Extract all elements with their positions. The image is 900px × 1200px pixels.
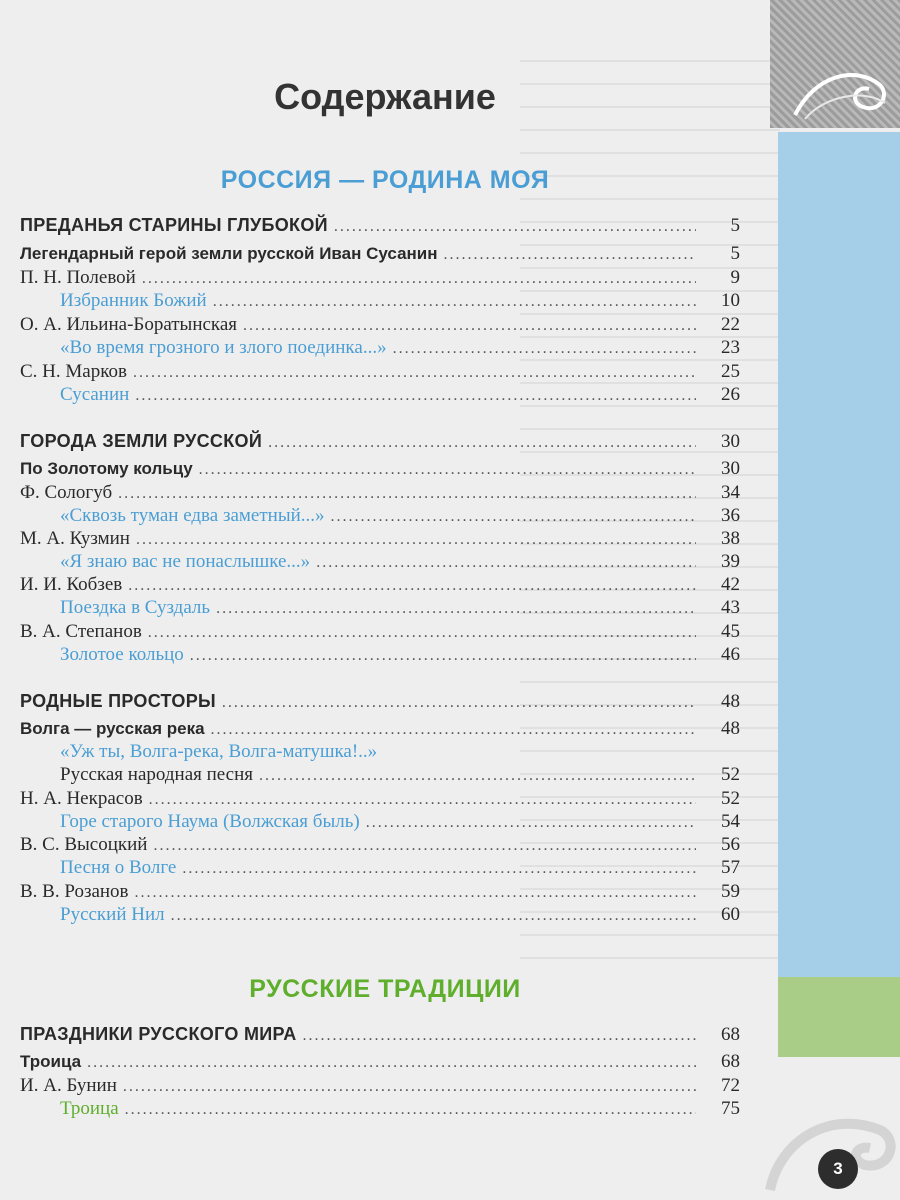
toc-work bbox=[60, 336, 740, 360]
toc-author bbox=[20, 573, 740, 597]
toc-work bbox=[60, 383, 740, 407]
page-title: Содержание bbox=[274, 76, 496, 117]
toc-page-number: 25 bbox=[721, 361, 740, 382]
toc-entry-title: С. Н. Марков bbox=[20, 361, 127, 382]
toc-work bbox=[60, 903, 740, 927]
toc-chapter bbox=[20, 213, 740, 237]
toc-chapter bbox=[20, 429, 740, 453]
leader-dots bbox=[243, 314, 696, 338]
toc-page-number: 39 bbox=[721, 551, 740, 572]
leader-dots bbox=[222, 691, 696, 715]
toc-topic bbox=[20, 242, 740, 266]
toc-entry-title: «Во время грозного и злого поединка...» bbox=[60, 337, 387, 358]
toc-work bbox=[60, 810, 740, 834]
toc-page-number: 23 bbox=[721, 337, 740, 358]
section-title-russia: РОССИЯ — РОДИНА МОЯ bbox=[220, 166, 550, 194]
toc-page-number: 30 bbox=[721, 458, 740, 479]
toc-work bbox=[60, 856, 740, 880]
toc-author bbox=[20, 527, 740, 551]
leader-dots bbox=[303, 1024, 697, 1048]
toc-work bbox=[60, 596, 740, 620]
leader-dots bbox=[118, 482, 696, 506]
leader-dots bbox=[135, 384, 696, 408]
toc-page-number: 5 bbox=[730, 243, 740, 264]
leader-dots bbox=[142, 267, 696, 291]
blue-edge-strip bbox=[778, 132, 900, 977]
swirl-ornament-icon bbox=[785, 55, 895, 125]
toc-chapter bbox=[20, 689, 740, 713]
toc-entry-title: В. С. Высоцкий bbox=[20, 834, 148, 855]
green-edge-strip bbox=[778, 977, 900, 1057]
toc-entry-title: Ф. Сологуб bbox=[20, 482, 113, 503]
toc-page-number: 42 bbox=[721, 574, 740, 595]
toc-author bbox=[20, 833, 740, 857]
leader-dots bbox=[199, 458, 696, 482]
leader-dots bbox=[123, 1075, 696, 1099]
toc-entry-title: О. А. Ильина-Боратынская bbox=[20, 314, 238, 335]
toc-entry-title: ГОРОДА ЗЕМЛИ РУССКОЙ bbox=[20, 431, 263, 451]
toc-entry-title: «Уж ты, Волга-река, Волга-матушка!..» bbox=[60, 741, 378, 762]
toc-entry-title: И. И. Кобзев bbox=[20, 574, 123, 595]
toc-author bbox=[20, 880, 740, 904]
toc-entry-title: В. В. Розанов bbox=[20, 881, 129, 902]
toc-page-number: 54 bbox=[721, 811, 740, 832]
toc-topic bbox=[20, 457, 740, 481]
toc-entry-title: И. А. Бунин bbox=[20, 1075, 117, 1096]
toc-entry-title: Горе старого Наума (Волжская быль) bbox=[60, 811, 360, 832]
leader-dots bbox=[366, 811, 696, 835]
toc-page-number: 48 bbox=[721, 691, 740, 712]
toc-work bbox=[60, 643, 740, 667]
toc-page-number: 60 bbox=[721, 904, 740, 925]
leader-dots bbox=[334, 215, 696, 239]
leader-dots bbox=[444, 243, 696, 267]
toc-author bbox=[20, 266, 740, 290]
leader-dots bbox=[135, 881, 696, 905]
toc-page-number: 72 bbox=[721, 1075, 740, 1096]
toc-page-number: 45 bbox=[721, 621, 740, 642]
leader-dots bbox=[87, 1051, 696, 1075]
toc-page-number: 68 bbox=[721, 1051, 740, 1072]
leader-dots bbox=[153, 834, 696, 858]
toc-page-number: 10 bbox=[721, 290, 740, 311]
toc-entry-title: В. А. Степанов bbox=[20, 621, 142, 642]
toc-page-number: 56 bbox=[721, 834, 740, 855]
toc-author bbox=[20, 620, 740, 644]
leader-dots bbox=[216, 597, 696, 621]
toc-page-number: 57 bbox=[721, 857, 740, 878]
toc-work bbox=[60, 550, 740, 574]
toc-page-number: 9 bbox=[730, 267, 740, 288]
leader-dots bbox=[125, 1098, 696, 1122]
toc-entry-title: РОДНЫЕ ПРОСТОРЫ bbox=[20, 691, 216, 711]
toc-author bbox=[20, 313, 740, 337]
leader-dots bbox=[128, 574, 696, 598]
toc-author bbox=[20, 787, 740, 811]
toc-entry-title: Сусанин bbox=[60, 384, 130, 405]
toc-entry-title: Русская народная песня bbox=[60, 764, 254, 785]
toc-work bbox=[60, 504, 740, 528]
leader-dots bbox=[171, 904, 696, 928]
toc-page-number: 5 bbox=[730, 215, 740, 236]
toc-page-number: 75 bbox=[721, 1098, 740, 1119]
toc-topic bbox=[20, 1050, 740, 1074]
toc-entry-title: Троица bbox=[60, 1098, 119, 1119]
toc-entry-title: М. А. Кузмин bbox=[20, 528, 130, 549]
toc-author bbox=[20, 1074, 740, 1098]
leader-dots bbox=[190, 644, 696, 668]
toc-author bbox=[20, 360, 740, 384]
toc-entry-title: По Золотому кольцу bbox=[20, 459, 193, 478]
toc-page-number: 48 bbox=[721, 718, 740, 739]
leader-dots bbox=[182, 857, 696, 881]
toc-entry-title: «Я знаю вас не понаслышке...» bbox=[60, 551, 311, 572]
toc-work bbox=[60, 1097, 740, 1121]
leader-dots bbox=[133, 361, 696, 385]
leader-dots bbox=[211, 718, 696, 742]
toc-page-number: 52 bbox=[721, 764, 740, 785]
leader-dots bbox=[148, 621, 696, 645]
toc-entry-title: П. Н. Полевой bbox=[20, 267, 136, 288]
toc-page-number: 43 bbox=[721, 597, 740, 618]
toc-page-number: 36 bbox=[721, 505, 740, 526]
toc-topic bbox=[20, 717, 740, 741]
toc-author bbox=[20, 481, 740, 505]
toc-entry-title: Песня о Волге bbox=[60, 857, 177, 878]
toc-entry-title: Легендарный герой земли русской Иван Сусанин bbox=[20, 244, 438, 263]
toc-entry-title: ПРЕДАНЬЯ СТАРИНЫ ГЛУБОКОЙ bbox=[20, 215, 328, 235]
toc-subtitle bbox=[60, 763, 740, 787]
toc-entry-title: Избранник Божий bbox=[60, 290, 207, 311]
leader-dots bbox=[149, 788, 696, 812]
leader-dots bbox=[331, 505, 696, 529]
toc-page-number: 38 bbox=[721, 528, 740, 549]
leader-dots bbox=[136, 528, 696, 552]
toc-entry-title: Поездка в Суздаль bbox=[60, 597, 211, 618]
leader-dots bbox=[268, 431, 696, 455]
toc-work bbox=[60, 740, 740, 764]
toc-page-number: 68 bbox=[721, 1024, 740, 1045]
leader-dots bbox=[393, 337, 696, 361]
toc-page-number: 34 bbox=[721, 482, 740, 503]
leader-dots bbox=[316, 551, 696, 575]
toc-entry-title: Н. А. Некрасов bbox=[20, 788, 143, 809]
toc-entry-title: ПРАЗДНИКИ РУССКОГО МИРА bbox=[20, 1024, 297, 1044]
toc-work bbox=[60, 289, 740, 313]
toc-entry-title: Троица bbox=[20, 1052, 82, 1071]
toc-entry-title: «Сквозь туман едва заметный...» bbox=[60, 505, 325, 526]
section-title-traditions: РУССКИЕ ТРАДИЦИИ bbox=[249, 975, 521, 1003]
toc-page-number: 30 bbox=[721, 431, 740, 452]
toc-entry-title: Золотое кольцо bbox=[60, 644, 184, 665]
toc-page-number: 52 bbox=[721, 788, 740, 809]
toc-page-number: 22 bbox=[721, 314, 740, 335]
page-number: 3 bbox=[818, 1149, 858, 1189]
toc-page-number: 46 bbox=[721, 644, 740, 665]
toc-chapter bbox=[20, 1022, 740, 1046]
toc-page-number: 26 bbox=[721, 384, 740, 405]
toc-page-number: 59 bbox=[721, 881, 740, 902]
toc-entry-title: Русский Нил bbox=[60, 904, 165, 925]
leader-dots bbox=[259, 764, 696, 788]
toc-entry-title: Волга — русская река bbox=[20, 719, 205, 738]
leader-dots bbox=[213, 290, 696, 314]
